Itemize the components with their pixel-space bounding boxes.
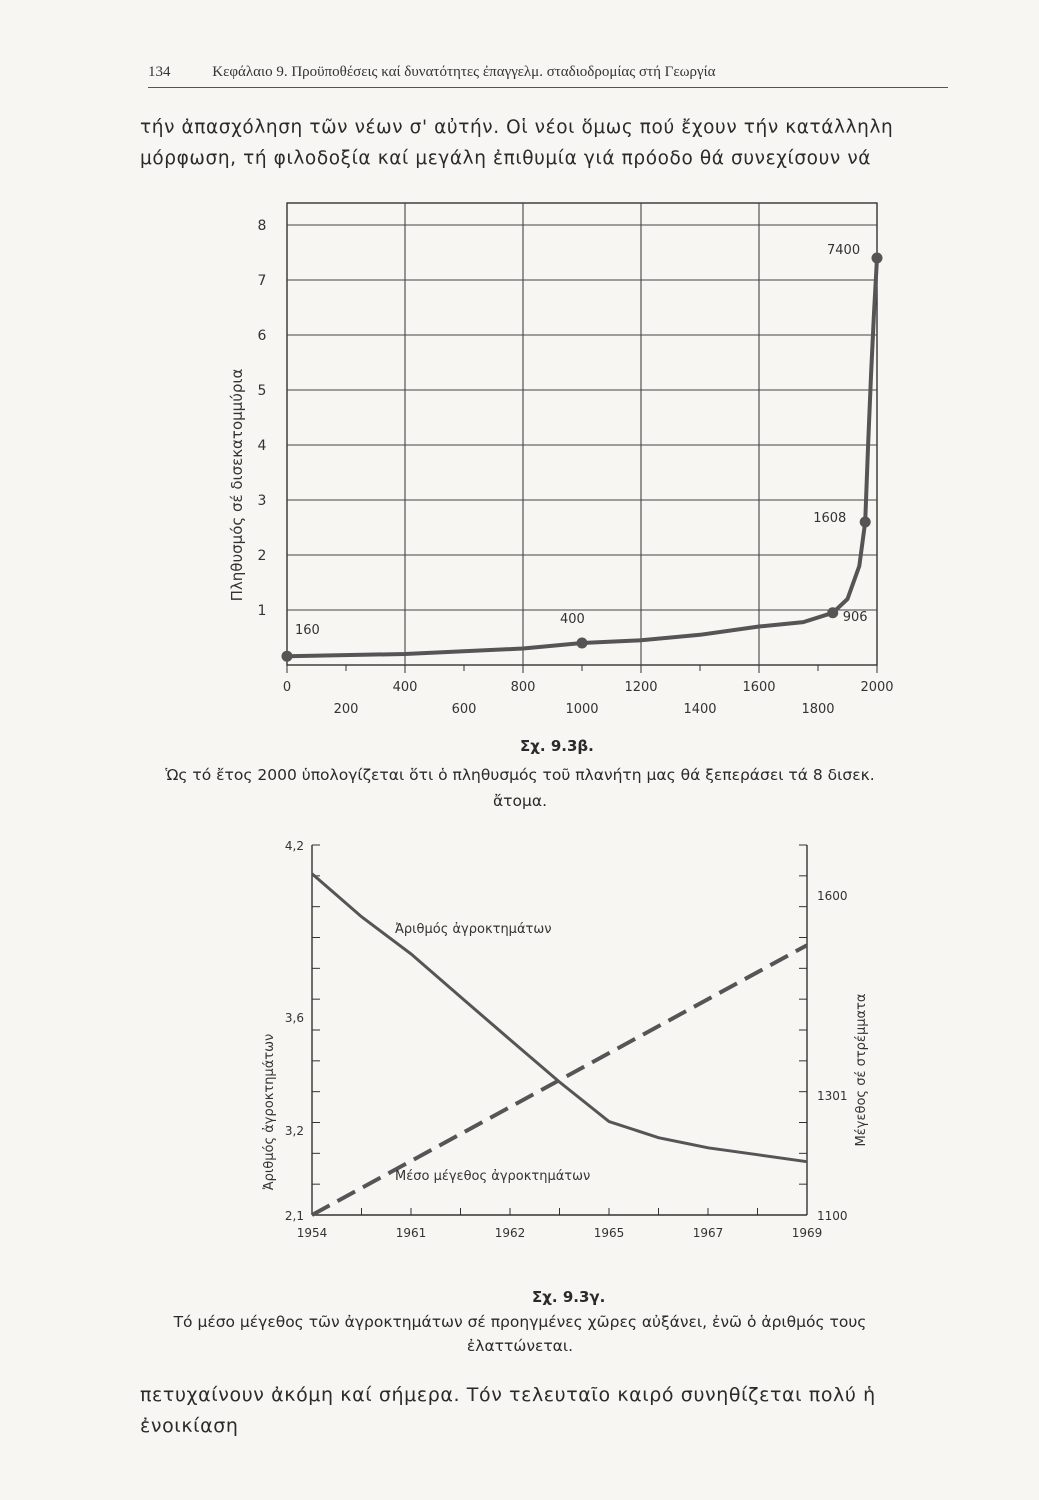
right-y-tick-label: 1600 — [817, 889, 848, 903]
x-tick-label: 800 — [510, 680, 536, 695]
data-label: 400 — [560, 612, 585, 627]
y-tick-label: 4 — [257, 438, 267, 454]
body-text-top — [140, 112, 980, 174]
x-tick-label: 1800 — [801, 702, 835, 717]
y-tick-label: 3 — [257, 493, 267, 509]
y-axis-label: Πληθυσμός σέ δισεκατομμύρια — [228, 368, 246, 602]
left-y-tick-label: 3,6 — [284, 1011, 304, 1025]
caption-line: ἄτομα. — [492, 792, 548, 810]
y-tick-label: 2 — [257, 548, 267, 564]
series-label-mean-size: Μέσο μέγεθος ἀγροκτημάτων — [395, 1169, 591, 1184]
data-label: 160 — [295, 623, 320, 639]
x-tick-label: 1954 — [296, 1226, 328, 1240]
left-y-tick-label: 2,1 — [284, 1209, 304, 1223]
y-tick-label: 6 — [257, 328, 267, 344]
data-point — [872, 253, 883, 264]
chart-grid — [287, 203, 877, 665]
x-tick-label: 1965 — [593, 1226, 625, 1240]
x-tick-label: 2000 — [860, 680, 894, 695]
data-label: 906 — [842, 609, 868, 625]
data-point — [860, 517, 871, 528]
series-label-number-of-farms: Ἀριθμός ἀγροκτημάτων — [395, 922, 552, 937]
text-line: πετυχαίνουν ἀκόμη καί σήμερα. Τόν τελευταῖο καιρό συνηθίζεται πολύ ἡ ἐνοικίαση — [140, 1384, 876, 1437]
text-line: τήν ἀπασχόληση τῶν νέων σ' αὐτήν. Οἱ νέοι ὅμως πού ἔχουν τήν κατάλληλη — [140, 117, 894, 138]
left-y-tick-label: 3,2 — [284, 1124, 304, 1138]
chart-series — [282, 243, 883, 662]
population-chart — [225, 195, 925, 730]
data-label: 1608 — [813, 511, 847, 526]
text-line: μόρφωση, τή φιλοδοξία καί μεγάλη ἐπιθυμία γιά πρόοδο θά συνεχίσουν νά — [140, 148, 872, 169]
chapter-title: Κεφάλαιο 9. Προϋποθέσεις καί δυνατότητες ἐπαγγελμ. σταδιοδρομίας στή Γεωργία — [212, 64, 716, 80]
x-tick-label: 0 — [282, 680, 292, 695]
figure1-caption — [120, 762, 920, 814]
x-tick-label: 200 — [333, 702, 359, 717]
data-label: 7400 — [827, 243, 861, 258]
x-tick-label: 1000 — [565, 702, 599, 717]
right-y-axis-label: Μέγεθος σέ στρέμματα — [854, 993, 869, 1147]
figure2-label: Σχ. 9.3γ. — [532, 1288, 606, 1306]
figure2-caption — [100, 1310, 940, 1358]
x-tick-label: 1961 — [395, 1226, 427, 1240]
caption-line: ἐλαττώνεται. — [466, 1337, 574, 1355]
chart-series — [312, 874, 807, 1215]
figure1-label: Σχ. 9.3β. — [520, 737, 594, 755]
caption-line: Ὡς τό ἔτος 2000 ὑπολογίζεται ὅτι ὁ πληθυσμός τοῦ πλανήτη μας θά ξεπεράσει τά 8 δισεκ. — [165, 766, 875, 784]
y-tick-label: 7 — [257, 273, 267, 289]
x-tick-label: 1400 — [683, 702, 717, 717]
data-point — [282, 651, 293, 662]
x-tick-label: 1600 — [742, 680, 776, 695]
left-y-tick-label: 4,2 — [284, 839, 304, 853]
x-tick-label: 600 — [451, 702, 477, 717]
right-y-tick-label: 1100 — [817, 1209, 848, 1223]
farms-chart — [255, 825, 895, 1275]
plot-frame — [287, 203, 877, 665]
data-point — [577, 638, 588, 649]
x-tick-label: 400 — [392, 680, 418, 695]
y-tick-label: 5 — [257, 383, 267, 399]
left-y-axis-label: Ἀριθμός ἀγροκτημάτων — [262, 1033, 277, 1191]
right-y-tick-label: 1301 — [817, 1089, 848, 1103]
x-tick-label: 1962 — [494, 1226, 526, 1240]
x-tick-label: 1967 — [692, 1226, 724, 1240]
data-point — [827, 607, 838, 618]
caption-line: Τό μέσο μέγεθος τῶν ἀγροκτημάτων σέ προηγμένες χῶρες αὐξάνει, ἐνῶ ὁ ἀριθμός τους — [173, 1313, 867, 1331]
x-tick-label: 1200 — [624, 680, 658, 695]
running-header — [148, 64, 948, 88]
x-tick-label: 1969 — [791, 1226, 823, 1240]
population-line — [287, 258, 877, 656]
y-tick-label: 1 — [257, 603, 267, 619]
page-number: 134 — [148, 64, 171, 80]
y-tick-label: 8 — [257, 218, 267, 234]
number-of-farms-line — [312, 874, 807, 1162]
body-text-bottom — [140, 1380, 980, 1442]
